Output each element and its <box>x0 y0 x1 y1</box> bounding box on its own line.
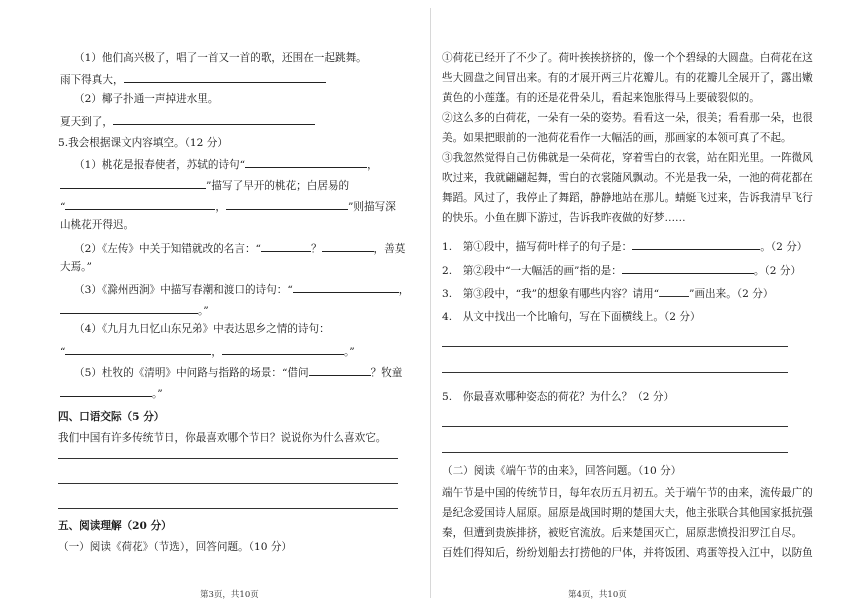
q5-5-blank-2[interactable] <box>60 385 152 397</box>
q5-4-line-b <box>60 343 355 360</box>
passage-2-line-3: 秦，但遭到贵族排挤，被贬官流放。后来楚国灭亡，屈原悲愤投汨罗江自尽。 <box>442 527 803 539</box>
q5-3-comma: ， <box>398 284 410 296</box>
q5-1-prompt: （1）桃花是报春使者，苏轼的诗句“ <box>74 159 246 171</box>
q5-5-line-b <box>60 385 163 402</box>
reading-q3-prompt: 3. 第③段中，“我”的想象有哪些内容？请用“ <box>442 288 660 300</box>
reading-q5-answer-line-2[interactable] <box>442 452 788 453</box>
reading-q4-answer-line-1[interactable] <box>442 346 788 347</box>
q5-1-comma-2: ， <box>215 201 227 213</box>
reading-q3-score: ”画出来。（2 分） <box>689 288 774 300</box>
q5-2-prompt: （2）《左传》中关于知错就改的名言：“ <box>74 243 261 255</box>
reading-q4: 4. 从文中找出一个比喻句，写在下面横线上。（2 分） <box>442 311 701 323</box>
q4-answer-1 <box>60 71 326 88</box>
q5-2-question-mark: ？ <box>310 243 322 255</box>
q4-sentence-1: （1）他们高兴极了，唱了一首又一首的歌，还围在一起跳舞。 <box>74 52 367 64</box>
q5-4-blank-2[interactable] <box>222 343 344 355</box>
q5-2-blank-2[interactable] <box>322 240 374 252</box>
passage-2-line-4: 百姓们得知后，纷纷划船去打捞他的尸体，并将饭团、鸡蛋等投入江中，以防鱼 <box>442 547 813 559</box>
q4-answer-2-blank[interactable] <box>113 113 315 125</box>
page-footer-right: 第4页，共10页 <box>568 590 627 600</box>
page-footer-left: 第3页，共10页 <box>200 590 259 600</box>
q5-2-text-end: ，善莫 <box>373 243 406 255</box>
q5-1-blank-1[interactable] <box>245 156 367 168</box>
q5-1-line-d: 山桃花开得迟。 <box>60 219 135 231</box>
q5-title: 5.我会根据课文内容填空。（12 分） <box>58 137 228 149</box>
section-4-answer-line-3[interactable] <box>58 508 398 509</box>
q5-2-line-a <box>74 240 405 257</box>
reading-q2-prompt: 2. 第②段中“一大幅活的画”指的是： <box>442 265 622 277</box>
reading-q2-score: 。（2 分） <box>753 265 802 277</box>
q5-1-blank-4[interactable] <box>226 198 348 210</box>
q5-5-line-a <box>74 364 402 381</box>
q5-2-blank-1[interactable] <box>261 240 311 252</box>
q5-3-prompt: （3）《滁州西涧》中描写春潮和渡口的诗句：“ <box>74 284 293 296</box>
q4-sentence-2: （2）椰子扑通一声掉进水里。 <box>74 93 219 105</box>
q5-3-blank-1[interactable] <box>293 281 399 293</box>
q5-1-blank-2[interactable] <box>60 177 206 189</box>
q5-3-text-end: 。” <box>198 305 209 317</box>
passage-p2-line-2: 美。如果把眼前的一池荷花看作一大幅活的画，那画家的本领可真了不起。 <box>442 132 792 144</box>
passage-p3-line-2: 吹过来，我就翩翩起舞，雪白的衣裳随风飘动。不光是我一朵，一池的荷花都在 <box>442 172 813 184</box>
q5-5-text-mid: ？牧童 <box>370 367 403 379</box>
q5-4-quote-open: “ <box>60 346 66 358</box>
reading-q1-score: 。（2 分） <box>760 241 808 253</box>
q5-1-line-a <box>74 156 378 173</box>
section-5-title: 五、阅读理解（20 分） <box>58 520 172 532</box>
q5-4-text-end: 。” <box>344 346 355 358</box>
q5-3-line-a <box>74 281 409 298</box>
reading-q4-answer-line-2[interactable] <box>442 372 788 373</box>
q5-4-line-a: （4）《九月九日忆山东兄弟》中表达思乡之情的诗句： <box>74 323 330 335</box>
q5-1-text-b: ”描写了早开的桃花；白居易的 <box>206 180 350 192</box>
q5-5-prompt: （5）杜牧的《清明》中问路与指路的场景：“借问 <box>74 367 309 379</box>
q5-4-comma: ， <box>211 346 223 358</box>
q5-1-blank-3[interactable] <box>65 198 215 210</box>
reading-q1-blank[interactable] <box>632 238 760 250</box>
q5-3-blank-2[interactable] <box>60 302 198 314</box>
section-4-title: 四、口语交际（5 分） <box>58 411 165 423</box>
passage-p3-line-1: ③我忽然觉得自己仿佛就是一朵荷花，穿着雪白的衣裳，站在阳光里。一阵微风 <box>442 152 813 164</box>
reading-q2 <box>442 262 801 279</box>
passage-p1-line-3: 黄色的小莲蓬。有的还是花骨朵儿，看起来饱胀得马上要破裂似的。 <box>442 92 760 104</box>
q5-5-text-end: 。” <box>152 388 163 400</box>
q5-4-blank-1[interactable] <box>65 343 211 355</box>
reading-q2-blank[interactable] <box>622 262 754 274</box>
q5-2-line-b: 大焉。” <box>60 261 92 273</box>
section-4-answer-line-2[interactable] <box>58 483 398 484</box>
passage-p2-line-1: ②这么多的白荷花，一朵有一朵的姿势。看看这一朵，很美；看看那一朵，也很 <box>442 112 813 124</box>
q5-1-text-c: ”则描写深 <box>348 201 396 213</box>
reading-q5: 5. 你最喜欢哪种姿态的荷花？为什么？（2 分） <box>442 391 675 403</box>
q4-answer-1-prefix: 雨下得真大， <box>60 74 124 86</box>
q5-5-blank-1[interactable] <box>309 364 371 376</box>
q4-answer-2 <box>60 113 315 130</box>
q5-1-comma: ， <box>367 159 378 171</box>
q5-1-line-c <box>60 198 396 215</box>
passage-p1-line-1: ①荷花已经开了不少了。荷叶挨挨挤挤的，像一个个碧绿的大圆盘。白荷花在这 <box>442 52 813 64</box>
q5-1-quote-open: “ <box>60 201 66 213</box>
passage-p3-line-3: 舞蹈。风过了，我停止了舞蹈，静静地站在那儿。蜻蜓飞过来，告诉我清早飞行 <box>442 192 813 204</box>
reading-q1-prompt: 1. 第①段中，描写荷叶样子的句子是： <box>442 241 633 253</box>
reading-q3 <box>442 286 773 302</box>
reading-q3-underline-mark <box>659 286 689 297</box>
reading-q1 <box>442 238 807 255</box>
q5-3-line-b <box>60 302 209 319</box>
passage-p1-line-2: 些大圆盘之间冒出来。有的才展开两三片花瓣儿。有的花瓣儿全展开了，露出嫩 <box>442 72 813 84</box>
section-4-prompt: 我们中国有许多传统节日，你最喜欢哪个节日？说说你为什么喜欢它。 <box>58 432 387 444</box>
section-4-answer-line-1[interactable] <box>58 458 398 459</box>
reading-q5-answer-line-1[interactable] <box>442 426 788 427</box>
passage-2-line-1: 端午节是中国的传统节日，每年农历五月初五。关于端午节的由来，流传最广的 <box>442 487 813 499</box>
q4-answer-2-prefix: 夏天到了， <box>60 116 113 128</box>
passage-2-line-2: 是纪念爱国诗人屈原。屈原是战国时期的楚国大夫，他主张联合其他国家抵抗强 <box>442 507 813 519</box>
passage-p3-line-4: 的快乐。小鱼在脚下游过，告诉我昨夜做的好梦…… <box>442 212 686 224</box>
q4-answer-1-blank[interactable] <box>124 71 326 83</box>
reading-1-title: （一）阅读《荷花》（节选），回答问题。（10 分） <box>58 541 293 553</box>
q5-1-line-b <box>60 177 349 194</box>
right-page <box>430 0 860 607</box>
reading-2-title: （二）阅读《端午节的由来》，回答问题。（10 分） <box>442 465 682 477</box>
